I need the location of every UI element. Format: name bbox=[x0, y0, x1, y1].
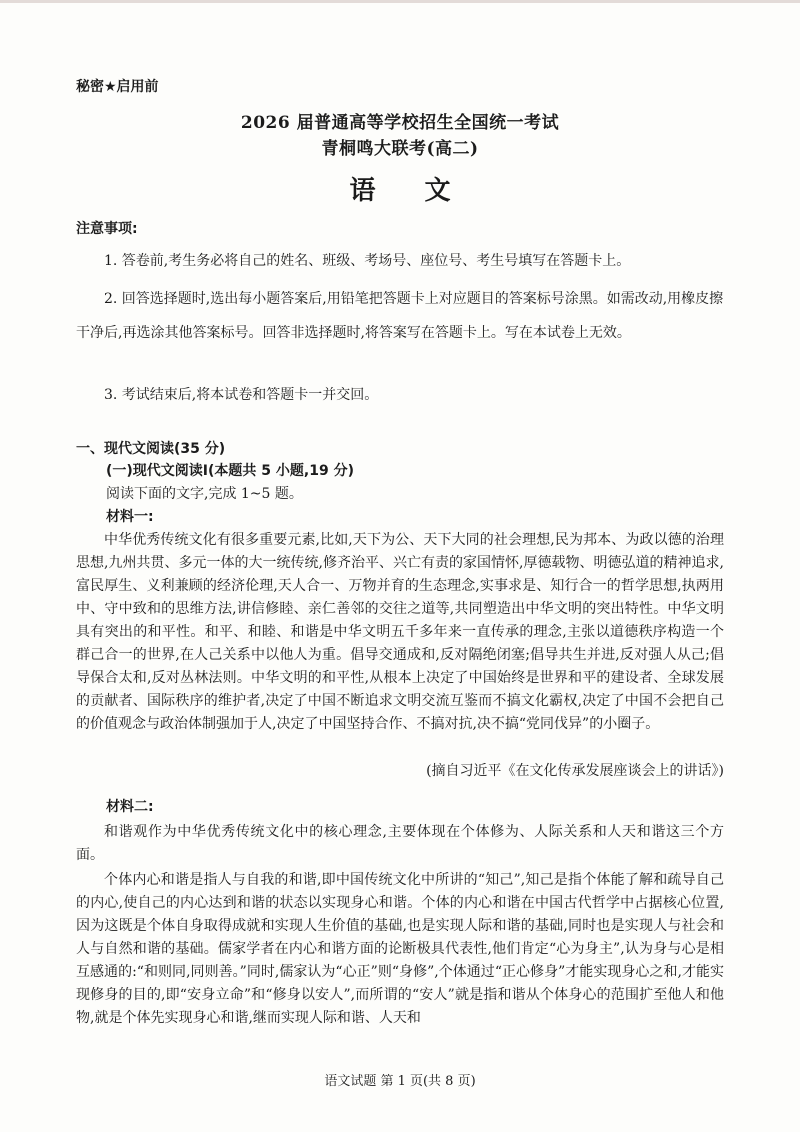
notice-item-2-text: 2. 回答选择题时,选出每小题答案后,用铅笔把答题卡上对应题目的答案标号涂黑。如需改动,用橡皮擦干净后,再选涂其他答案标号。回答非选择题时,将答案写在答题卡上。写在本试卷上无效。 bbox=[76, 291, 724, 341]
notice-item-1-text: 1. 答卷前,考生务必将自己的姓名、班级、考场号、座位号、考生号填写在答题卡上。 bbox=[104, 253, 631, 269]
reading-instruction: 阅读下面的文字,完成 1~5 题。 bbox=[106, 486, 303, 502]
exam-subtitle: 青桐鸣大联考(高二) bbox=[321, 139, 479, 159]
material1-source: (摘自习近平《在文化传承发展座谈会上的讲话》) bbox=[426, 763, 724, 779]
exam-title: 2026 届普通高等学校招生全国统一考试 bbox=[240, 113, 560, 133]
notice-item-1 bbox=[76, 244, 724, 278]
notice-item-3-text: 3. 考试结束后,将本试卷和答题卡一并交回。 bbox=[104, 387, 379, 403]
notice-item-3 bbox=[76, 378, 724, 412]
material1-text: 中华优秀传统文化有很多重要元素,比如,天下为公、天下大同的社会理想,民为邦本、为政以德的治理思想,九州共贯、多元一体的大一统传统,修齐治平、兴亡有责的家国情怀,厚德载物、明德弘道的精神追求,富民厚生、义利兼顾的经济伦理,天人合一、万物并育的生态理念,实事求是、知行合一的哲学思想,执两用中、守中致和的思维方法,讲信修睦、亲仁善邻的交往之道等,共同塑造出中华文明的突出特性。中华文明具有突出的和平性。和平、和睦、和谐是中华文明五千多年来一直传承的理念,主张以道德秩序构造一个群己合一的世界,在人己关系中以他人为重。倡导交通成和,反对隔绝闭塞;倡导共生并进,反对强人从己;倡导保合太和,反对丛林法则。中华文明的和平性,从根本上决定了中国始终是世界和平的建设者、全球发展的贡献者、国际秩序的维护者,决定了中国不断追求文明交流互鉴而不搞文化霸权,决定了中国不会把自己的价值观念与政治体制强加于人,决定了中国坚持合作、不搞对抗,决不搞“党同伐异”的小圈子。 bbox=[76, 532, 724, 732]
material2-paragraph-2: 个体内心和谐是指人与自我的和谐,即中国传统文化中所讲的“知己”,知己是指个体能了解和疏导自己的内心,使自己的内心达到和谐的状态以实现身心和谐。个体的内心和谐在中国古代哲学中占据核心位置,因为这既是个体自身取得成就和实现人生价值的基础,也是实现人际和谐的基础,同时也是实现人与社会和人与自然和谐的基础。儒家学者在内心和谐方面的论断极具代表性,他们肯定“心为身主”,认为身与心是相互感通的:“和则同,同则善。”同时,儒家认为“心正”则“身修”,个体通过“正心修身”才能实现身心之和,才能实现修身的目的,即“安身立命”和“修身以安人”,而所谓的“安人”就是指和谐从个体身心的范围扩至他人和他物,就是个体先实现身心和谐,继而实现人际和谐、人天和 bbox=[76, 872, 724, 1026]
subject-title: 语 文 bbox=[349, 176, 471, 206]
material1-label: 材料一: bbox=[106, 509, 154, 525]
subsection-heading: (一)现代文阅读Ⅰ(本题共 5 小题,19 分) bbox=[106, 463, 354, 479]
material2-paragraph-1: 和谐观作为中华优秀传统文化中的核心理念,主要体现在个体修为、人际关系和人天和谐这三个方面。 bbox=[76, 824, 724, 863]
material2-label: 材料二: bbox=[106, 799, 154, 815]
scan-edge-mark bbox=[0, 0, 800, 3]
notice-item-2 bbox=[76, 282, 724, 350]
page-footer: 语文试题 第 1 页(共 8 页) bbox=[324, 1074, 476, 1089]
section-heading: 一、现代文阅读(35 分) bbox=[76, 441, 226, 457]
secret-label: 秘密★启用前 bbox=[76, 79, 159, 95]
notice-heading: 注意事项: bbox=[76, 221, 138, 237]
